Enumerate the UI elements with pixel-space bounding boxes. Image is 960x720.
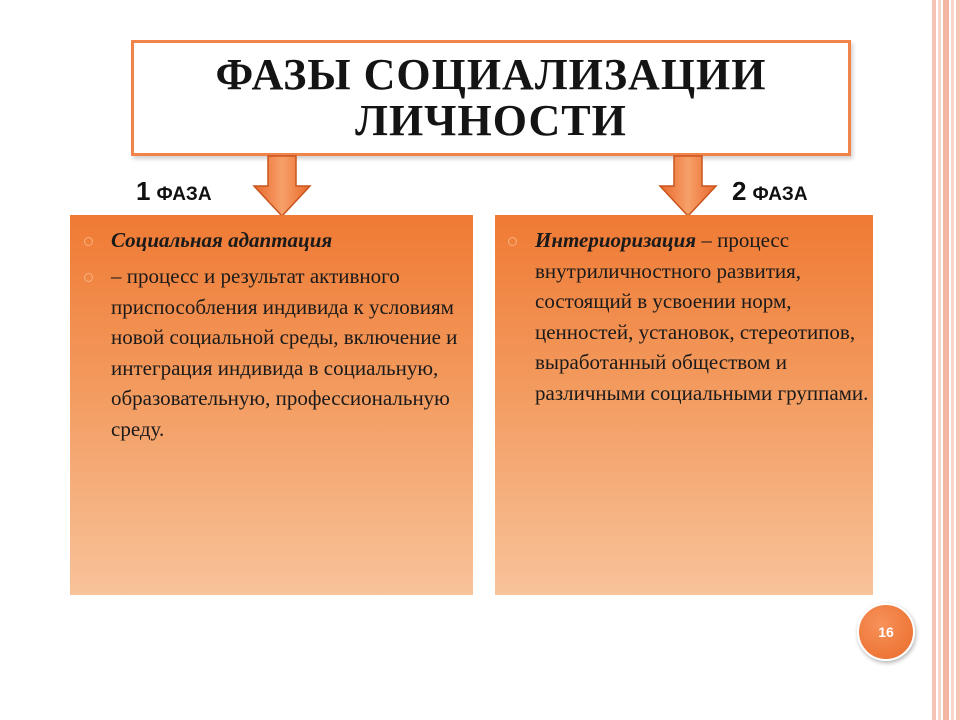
phase-2-label xyxy=(732,176,808,207)
phase-1-number: 1 xyxy=(136,176,151,206)
phase-2-definition: – процесс внутриличностного развития, состоящий в усвоении норм, ценностей, установок, стереотипов, выработанный обществом и различными социальными группами. xyxy=(535,228,869,405)
phase-2-term: Интериоризация xyxy=(535,228,697,252)
phase-1-label xyxy=(136,176,212,207)
slide-title-line-1: ФАЗЫ СОЦИАЛИЗАЦИИ xyxy=(215,50,767,99)
phase-2-text xyxy=(535,225,870,408)
phase-1-word: ФАЗА xyxy=(156,184,212,205)
phase-2-panel xyxy=(495,215,873,595)
phase-2-number: 2 xyxy=(732,176,747,206)
down-arrow-icon xyxy=(656,154,720,220)
phase-1-panel xyxy=(70,215,473,595)
page-number-badge: 16 xyxy=(857,603,915,661)
phase-2-word: ФАЗА xyxy=(752,184,808,205)
bullet-icon xyxy=(84,237,93,246)
down-arrow-icon xyxy=(250,154,314,220)
slide-title-line-2: ЛИЧНОСТИ xyxy=(355,96,627,145)
decorative-stripes xyxy=(930,0,960,720)
bullet-icon xyxy=(508,237,517,246)
phase-1-definition: – процесс и результат активного приспособления индивида к условиям новой социальной среды, включение и интеграция индивида в социальную, образовательную, профессиональную среду. xyxy=(111,264,458,441)
bullet-icon xyxy=(84,273,93,282)
phase-1-term: Социальная адаптация xyxy=(111,228,333,252)
phase-1-term-row xyxy=(111,225,461,256)
slide-title-box xyxy=(131,40,851,156)
